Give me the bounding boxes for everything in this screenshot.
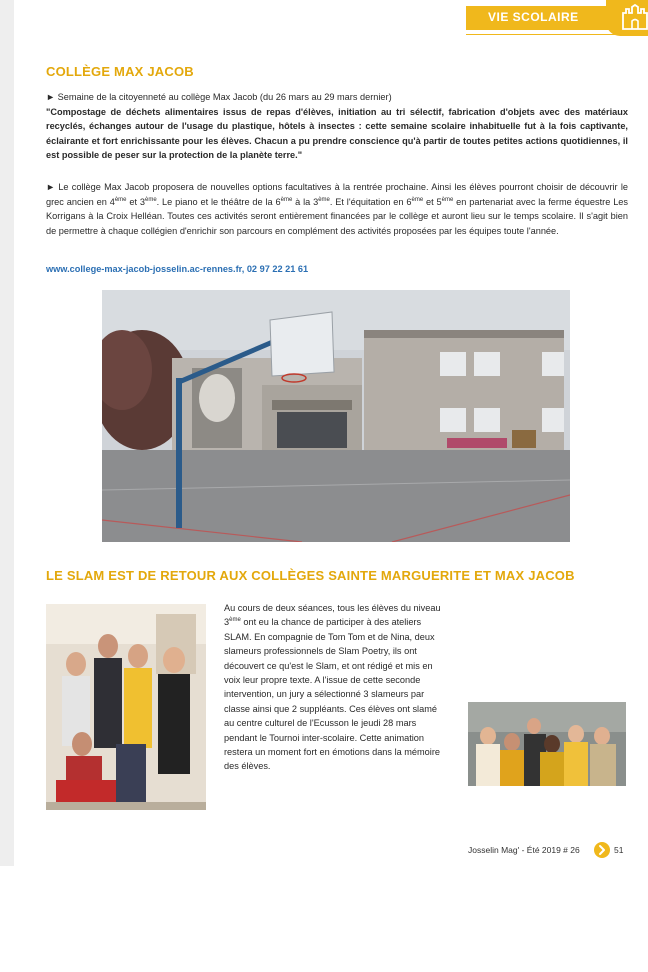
sup: ème: [144, 196, 157, 203]
slam-students-photo: [46, 604, 206, 810]
castle-icon: [620, 3, 648, 31]
school-building-photo: [102, 290, 570, 542]
slam-paragraph: [224, 601, 448, 774]
citizenship-paragraph: [46, 90, 628, 163]
college-website-link[interactable]: www.college-max-jacob-josselin.ac-rennes.fr, 02 97 22 21 61: [46, 264, 309, 274]
page-number: 51: [614, 845, 624, 855]
slam-text-a: Au cours de deux séances, tous les élèves du niveau 3: [224, 603, 441, 628]
options-text-a: ► Le collège Max Jacob proposera de nouvelles options facultatives à la rentrée prochaine. Ainsi les élèves pourront choisir de découvrir le grec ancien en 4: [46, 182, 628, 207]
options-text-f: et 5: [423, 196, 442, 207]
footer-arrow: [594, 842, 610, 858]
sup: ème: [411, 196, 424, 203]
options-text-d: à la 3: [292, 196, 319, 207]
sup: ème: [229, 617, 241, 624]
options-text-c: . Le piano et le théâtre de la 6: [156, 196, 281, 207]
sup: ème: [441, 196, 454, 203]
footer-publication: Josselin Mag' - Été 2019 # 26: [468, 845, 580, 855]
options-text-e: . Et l'équitation en 6: [329, 196, 412, 207]
section-label: VIE SCOLAIRE: [488, 10, 579, 24]
citizenship-quote: "Compostage de déchets alimentaires issus de repas d'élèves, initiation au tri sélectif, fabrication d'objets avec des matériaux recyclés, échanges autour de l'usage du plastique, hôtels à insectes : cette semaine scolaire inhabituelle fut à la fois captivante, éclairante et fort enrichissante pour les élèves. Chacun a pu prendre conscience qu'à partir de toutes petites actions quotidiennes, il est possible de peser sur la protection de la planète terre.": [46, 106, 628, 161]
citizenship-lead: ► Semaine de la citoyenneté au collège Max Jacob (du 26 mars au 29 mars dernier): [46, 92, 392, 102]
sup: ème: [280, 196, 293, 203]
slam-group-photo: [468, 702, 626, 786]
sup: ème: [318, 196, 330, 203]
options-text-g: en partenariat avec la ferme équestre Les Korrigans à la Croix Helléan. Toutes ces activités seront entièrement financées par le collège et auront lieu sur le temps scolaire. Il s'agit bien de permettre à chaque collégien d'enrichir son parcours en complément des activités proposées par les équipes toute l'année.: [46, 196, 629, 236]
slam-text-b: ont eu la chance de participer à des ateliers SLAM. En compagnie de Tom Tom et de Nina, deux slameurs professionnels de Slam Poetry, ils ont découvert ce qu'est le Slam, et ont rédigé et mis en voix leur propre texte. A l'issue de cette seconde intervention, un jury a sélectionné 3 slameurs par classe ainsi que 2 suppléants. Ces élèves ont slamé au centre culturel de l'Ecusson le jeudi 28 mars pendant le Tournoi inter-scolaire. Cette animation restera un moment fort en émotions dans la mémoire des élèves.: [224, 617, 441, 772]
chevron-right-icon: [594, 842, 610, 858]
college-title: COLLÈGE MAX JACOB: [46, 64, 194, 79]
options-paragraph: [46, 180, 628, 238]
slam-title: LE SLAM EST DE RETOUR AUX COLLÈGES SAINTE MARGUERITE ET MAX JACOB: [46, 568, 575, 583]
options-text-b: et 3: [126, 196, 145, 207]
sup: ème: [114, 196, 127, 203]
logo: [606, 0, 648, 36]
